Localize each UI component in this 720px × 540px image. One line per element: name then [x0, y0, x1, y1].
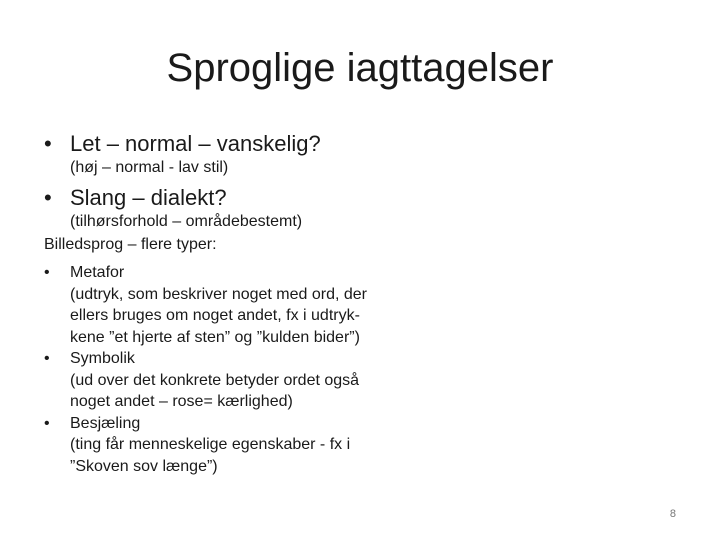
item-description: (ud over det konkrete betyder ordet også noget andet – rose= kærlighed): [70, 371, 360, 410]
list-item-symbolik: [44, 348, 444, 413]
bullet-subtext: (tilhørsforhold – områdebestemt): [70, 213, 303, 230]
bullet-glyph: •: [44, 264, 50, 281]
list-item-metafor: [44, 262, 444, 348]
bullet-glyph: •: [44, 350, 50, 367]
bullet-subtext: (høj – normal - lav stil): [70, 159, 229, 176]
bullet-glyph: •: [44, 131, 52, 156]
item-description: (ting får menneskelige egenskaber - fx i ”Skoven sov længe”): [70, 436, 351, 475]
item-label: Besjæling: [70, 414, 141, 432]
bullet-difficulty: [44, 131, 321, 157]
list-item-besjaeling: [44, 413, 444, 478]
figurative-language-list: [44, 262, 444, 477]
bullet-text: Slang – dialekt?: [70, 185, 227, 210]
slide-title: Sproglige iagttagelser: [166, 46, 554, 90]
bullet-glyph: •: [44, 414, 50, 432]
bullet-glyph: •: [44, 185, 52, 210]
item-label: Symbolik: [70, 350, 135, 367]
item-description: (udtryk, som beskriver noget med ord, der ellers bruges om noget andet, fx i udtryk- kene ”et hjerte af sten” og ”kulden bider”): [70, 285, 368, 346]
page-number: 8: [669, 508, 676, 520]
item-label: Metafor: [70, 264, 125, 281]
bullet-text: Let – normal – vanskelig?: [70, 131, 321, 156]
section-heading: Billedsprog – flere typer:: [44, 236, 217, 253]
bullet-slang: [44, 185, 227, 211]
